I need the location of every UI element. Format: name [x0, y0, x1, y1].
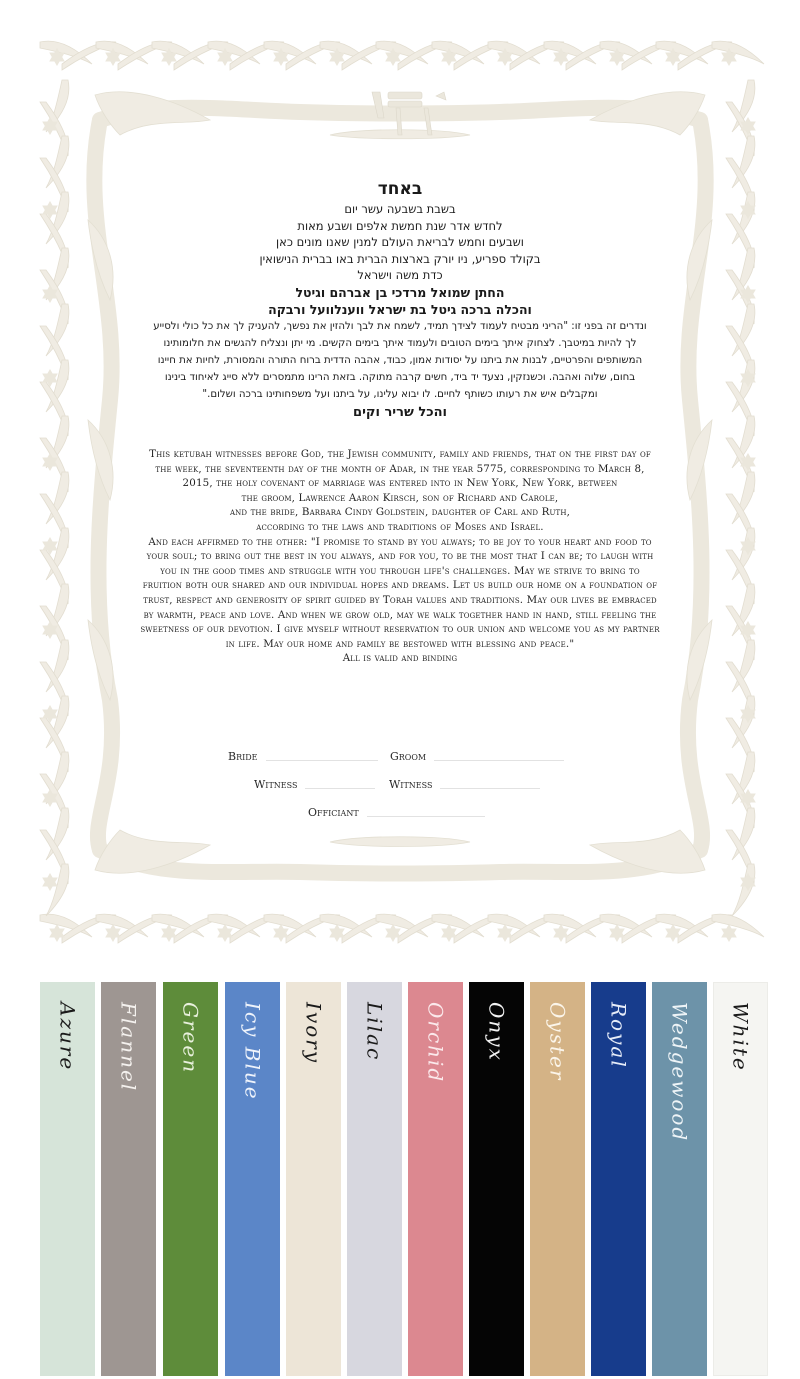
swatch-label: Oyster: [545, 1002, 570, 1082]
swatch-onyx[interactable]: [469, 982, 524, 1376]
witness-2-line: [440, 788, 540, 789]
swatch-label: Azure: [55, 1002, 80, 1072]
swatch-label: Onyx: [484, 1002, 509, 1062]
witness-2-signature: [389, 778, 540, 791]
hebrew-text-block: [140, 178, 660, 422]
swatch-oyster[interactable]: [530, 982, 585, 1376]
hebrew-line: כדת משה וישראל: [357, 268, 443, 282]
english-according-line: according to the laws and traditions of Moses and Israel.: [256, 520, 544, 533]
swatch-label: Wedgewood: [667, 1002, 692, 1143]
hebrew-line: בשבת בשבעה עשר יום: [344, 202, 456, 216]
witness-1-line: [305, 788, 375, 789]
swatch-lilac[interactable]: [347, 982, 402, 1376]
witness-1-signature: [254, 778, 375, 791]
swatch-icy-blue[interactable]: [225, 982, 280, 1376]
swatch-label: Royal: [606, 1002, 631, 1069]
swatch-label: Orchid: [423, 1002, 448, 1084]
swatch-orchid[interactable]: [408, 982, 463, 1376]
left-braid-band: [40, 80, 69, 916]
right-braid-band: [726, 80, 756, 916]
swatch-wedgewood[interactable]: [652, 982, 707, 1376]
groom-signature: [390, 750, 564, 763]
paper-color-swatches: [0, 982, 800, 1378]
swatch-ivory[interactable]: [286, 982, 341, 1376]
groom-signature-label: Groom: [390, 750, 427, 763]
hebrew-title: באחד: [377, 179, 423, 199]
english-bride-line: and the bride, Barbara Cindy Goldstein, daughter of Carl and Ruth,: [229, 506, 571, 519]
hebrew-groom-line: החתן שמואל מרדכי בן אברהם וגיטל: [295, 284, 505, 300]
hebrew-bride-line: והכלה ברכה גיטל בת ישראל ווענלוועל ורבקה: [268, 301, 532, 317]
swatch-green[interactable]: [163, 982, 218, 1376]
english-text-block: [140, 447, 660, 666]
swatch-royal[interactable]: [591, 982, 646, 1376]
swatch-label: White: [728, 1002, 753, 1072]
hebrew-line: בקולד ספריע, ניו יורק בארצות הברית באו בברית הנישואין: [259, 251, 541, 266]
officiant-line: [367, 816, 485, 817]
swatch-flannel[interactable]: [101, 982, 156, 1376]
english-intro: This ketubah witnesses before God, the Jewish community, family and friends, that on the first day of the week, the seventeenth day of the month of Adar, in the year 5775, corresponding to March 8, 2015, the holy covenant of marriage was entered into in New York, New York, between: [149, 448, 651, 490]
witness-2-label: Witness: [389, 778, 433, 791]
swatch-label: Ivory: [301, 1002, 326, 1065]
groom-signature-line: [434, 760, 564, 761]
bride-signature-label: Bride: [228, 750, 258, 763]
hebrew-line: לחדש אדר שנת חמשת אלפים ושבע מאות: [297, 218, 503, 233]
swatch-label: Lilac: [362, 1002, 387, 1062]
bottom-braid-band: [40, 914, 764, 943]
swatch-azure[interactable]: [40, 982, 95, 1376]
hebrew-line: ושבעים וחמש לבריאת העולם למנין שאנו מונים כאן: [276, 235, 524, 249]
hebrew-closing: והכל שריר וקים: [353, 404, 447, 420]
bride-signature: [228, 750, 378, 763]
officiant-signature: [308, 806, 485, 819]
top-braid-band: [40, 41, 764, 70]
swatch-label: Green: [178, 1002, 203, 1075]
bride-signature-line: [266, 760, 378, 761]
officiant-label: Officiant: [308, 806, 359, 819]
hebrew-vow-paragraph: ונדרים זה בפני זו: "הריני מבטיח לעמוד לצידך תמיד, לשמח את לבך ולהזין את נפשך, להעניק לך את כל כולי ולסייע לך להיות במיטבך. לצחוק איתך בימים הטובים ולעמוד איתך בימים הקשים. מי יתן ונצליח להגשים את חלומותינו המשותפים והפרטיים, לבנות את ביתנו על יסודות אמון, כבוד, אהבה הדדית ברוח התורה והמסורת, לחיות את חיינו בחום, שלוה ואהבה. וכשנזקין, נצעד יד ביד, חשים קרבה מתוקה. בזאת הרינו מתמסרים ללא סייג לאיחוד בינינו ומקבלים איש את רעותו כשותף לחיים. לו יבוא עלינו, על ביתנו ועל משפחותינו ברכה ושלום.": [153, 320, 647, 400]
english-vows: And each affirmed to the other: "I promise to stand by you always; to be joy to your heart and food to your soul; to bring out the best in you always, and for you, to be the most that I can be; to laugh with you in the good times and struggle with you through life's challenges. May we strive to bring to fruition both our shared and our individual hopes and dreams. Let us build our home on a foundation of trust, respect and generosity of spirit guided by Torah values and traditions. May our lives be embraced by warmth, peace and love. And when we grow old, may we walk together hand in hand, still feeling the sweetness of our devotion. I give myself without reservation to our union and welcome you as my partner in life. May our home and family be bestowed with blessing and peace.": [140, 535, 660, 650]
swatch-white[interactable]: [713, 982, 768, 1376]
witness-1-label: Witness: [254, 778, 298, 791]
english-groom-line: the groom, Lawrence Aaron Kirsch, son of Richard and Carole,: [241, 491, 559, 504]
swatch-label: Icy Blue: [240, 1002, 265, 1101]
swatch-label: Flannel: [116, 1002, 141, 1093]
english-closing: All is valid and binding: [342, 652, 458, 665]
